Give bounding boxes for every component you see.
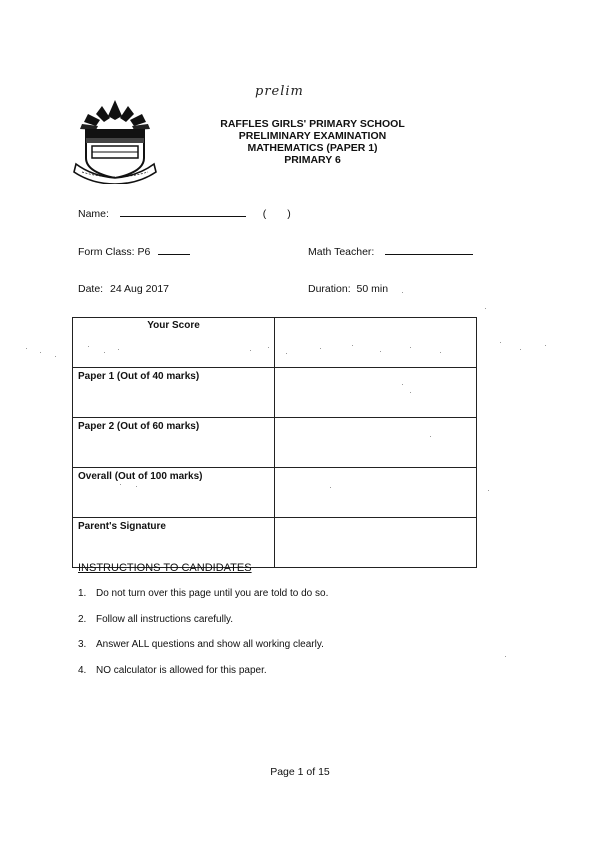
paper2-label: Paper 2 (Out of 60 marks) — [73, 418, 275, 468]
instruction-number: 4. — [78, 664, 87, 676]
parent-signature-cell[interactable] — [275, 518, 477, 568]
exam-title: PRELIMINARY EXAMINATION — [238, 130, 387, 142]
score-header: Your Score — [73, 318, 275, 368]
score-table-header-row — [73, 318, 477, 368]
date-field — [78, 283, 169, 295]
duration-label: Duration: — [308, 283, 351, 295]
date-value: 24 Aug 2017 — [110, 283, 170, 295]
duration-field — [308, 283, 388, 295]
instruction-number: 2. — [78, 613, 87, 625]
parent-signature-label: Parent's Signature — [73, 518, 275, 568]
list-item — [78, 639, 328, 665]
score-header-blank — [275, 318, 477, 368]
name-line[interactable] — [120, 216, 246, 217]
level-title: PRIMARY 6 — [284, 154, 341, 166]
index-open: ( — [262, 208, 267, 220]
math-teacher-label: Math Teacher: — [308, 246, 375, 258]
overall-score-cell[interactable] — [275, 468, 477, 518]
form-class-field — [78, 246, 190, 258]
form-class-line[interactable] — [158, 254, 190, 255]
table-row — [73, 468, 477, 518]
table-row — [73, 518, 477, 568]
date-label: Date: — [78, 283, 104, 295]
table-row — [73, 368, 477, 418]
instruction-text: Do not turn over this page until you are told to do so. — [96, 588, 329, 599]
instruction-text: NO calculator is allowed for this paper. — [96, 664, 267, 676]
list-item — [78, 665, 328, 691]
duration-value: 50 min — [356, 283, 389, 295]
instructions-title: INSTRUCTIONS TO CANDIDATES — [78, 562, 252, 574]
school-crest-icon — [72, 96, 158, 184]
name-label: Name: — [78, 208, 109, 220]
paper1-label: Paper 1 (Out of 40 marks) — [73, 368, 275, 418]
exam-header — [195, 118, 430, 166]
index-close: ) — [287, 208, 291, 220]
handwritten-annotation: prelim — [255, 84, 304, 99]
paper2-score-cell[interactable] — [275, 418, 477, 468]
list-item — [78, 588, 328, 614]
overall-label: Overall (Out of 100 marks) — [73, 468, 275, 518]
table-row — [73, 418, 477, 468]
instruction-number: 3. — [78, 639, 87, 650]
subject-title: MATHEMATICS (PAPER 1) — [247, 142, 378, 154]
paper1-score-cell[interactable] — [275, 368, 477, 418]
instruction-text: Answer ALL questions and show all working clearly. — [96, 639, 324, 650]
page-number: Page 1 of 15 — [270, 766, 330, 778]
name-field — [78, 208, 291, 220]
list-item — [78, 614, 328, 640]
math-teacher-line[interactable] — [385, 254, 473, 255]
score-table — [72, 317, 477, 568]
school-name: RAFFLES GIRLS' PRIMARY SCHOOL — [220, 118, 405, 130]
math-teacher-field — [308, 246, 473, 258]
instructions-list — [78, 588, 328, 690]
instruction-text: Follow all instructions carefully. — [96, 613, 234, 625]
instruction-number: 1. — [78, 588, 87, 599]
form-class-label: Form Class: P6 — [78, 246, 151, 258]
